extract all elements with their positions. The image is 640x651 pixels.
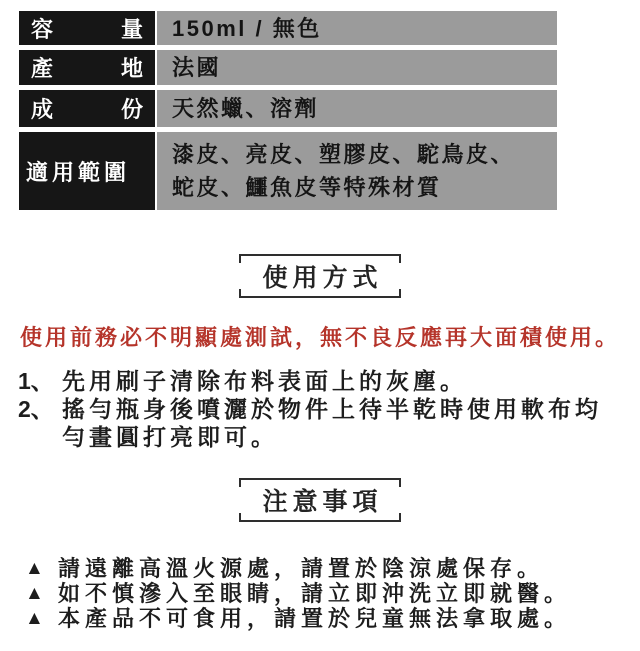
spec-row-capacity bbox=[19, 11, 557, 45]
spec-label-char: 份 bbox=[120, 97, 143, 122]
spec-label-char: 成 bbox=[31, 97, 54, 122]
spec-value-ingredients bbox=[157, 90, 557, 127]
spec-row-origin bbox=[19, 50, 557, 85]
usage-item-number: 2、 bbox=[18, 396, 54, 422]
spec-value-line: 漆皮、亮皮、塑膠皮、駝鳥皮、 bbox=[172, 142, 516, 167]
notice-item-3 bbox=[25, 606, 640, 631]
notice-item-2 bbox=[25, 581, 640, 606]
bracket-bottom-icon bbox=[239, 289, 401, 298]
notice-item-text: 請遠離高溫火源處，請置於陰涼處保存。 bbox=[58, 556, 545, 581]
spec-label-char: 產 bbox=[31, 56, 54, 81]
usage-item-1 bbox=[18, 367, 630, 395]
spec-table bbox=[19, 11, 557, 210]
bracket-bottom-icon bbox=[239, 513, 401, 522]
spec-label-ingredients bbox=[19, 90, 155, 127]
spec-label-applicable bbox=[19, 132, 155, 210]
spec-value-line: 150ml / 無色 bbox=[172, 15, 322, 41]
spec-label-origin bbox=[19, 50, 155, 85]
spec-value-applicable bbox=[157, 132, 557, 210]
notice-item-1 bbox=[25, 556, 640, 581]
usage-item-number: 1、 bbox=[18, 368, 54, 394]
notice-item-text: 本產品不可食用，請置於兒童無法拿取處。 bbox=[58, 606, 572, 631]
spec-label-char: 容 bbox=[31, 16, 54, 42]
product-info-page bbox=[0, 11, 640, 651]
spec-value-line: 蛇皮、鱷魚皮等特殊材質 bbox=[172, 175, 442, 200]
spec-label-text: 適用範圍 bbox=[26, 159, 131, 185]
spec-row-ingredients bbox=[19, 90, 557, 127]
spec-label-capacity bbox=[19, 11, 155, 45]
usage-item-line: 勻畫圓打亮即可。 bbox=[62, 424, 278, 450]
usage-list bbox=[18, 367, 630, 451]
spec-label-char: 量 bbox=[120, 16, 143, 42]
bracket-top-icon bbox=[239, 254, 401, 263]
usage-item-text bbox=[62, 395, 602, 451]
usage-item-text bbox=[62, 367, 467, 395]
usage-item-line: 先用刷子清除布料表面上的灰塵。 bbox=[62, 368, 467, 394]
notice-list bbox=[25, 556, 640, 631]
notice-title-box bbox=[239, 478, 401, 522]
bracket-top-icon bbox=[239, 478, 401, 487]
spec-value-capacity bbox=[157, 11, 557, 45]
usage-warning: 使用前務必不明顯處測試，無不良反應再大面積使用。 bbox=[19, 325, 620, 350]
spec-value-line: 法國 bbox=[172, 55, 222, 80]
notice-item-text: 如不慎滲入至眼睛，請立即沖洗立即就醫。 bbox=[58, 581, 572, 606]
usage-item-2 bbox=[18, 395, 630, 451]
notice-title: 注意事項 bbox=[262, 488, 383, 516]
triangle-bullet-icon: ▲ bbox=[25, 558, 44, 579]
spec-value-line: 天然蠟、溶劑 bbox=[172, 96, 320, 121]
spec-row-applicable bbox=[19, 132, 557, 210]
spec-value-origin bbox=[157, 50, 557, 85]
spec-label-char: 地 bbox=[120, 56, 143, 81]
usage-title: 使用方式 bbox=[262, 264, 383, 292]
usage-title-box bbox=[239, 254, 401, 298]
triangle-bullet-icon: ▲ bbox=[25, 583, 44, 604]
triangle-bullet-icon: ▲ bbox=[25, 608, 44, 629]
usage-item-line: 搖勻瓶身後噴灑於物件上待半乾時使用軟布均 bbox=[62, 396, 602, 422]
